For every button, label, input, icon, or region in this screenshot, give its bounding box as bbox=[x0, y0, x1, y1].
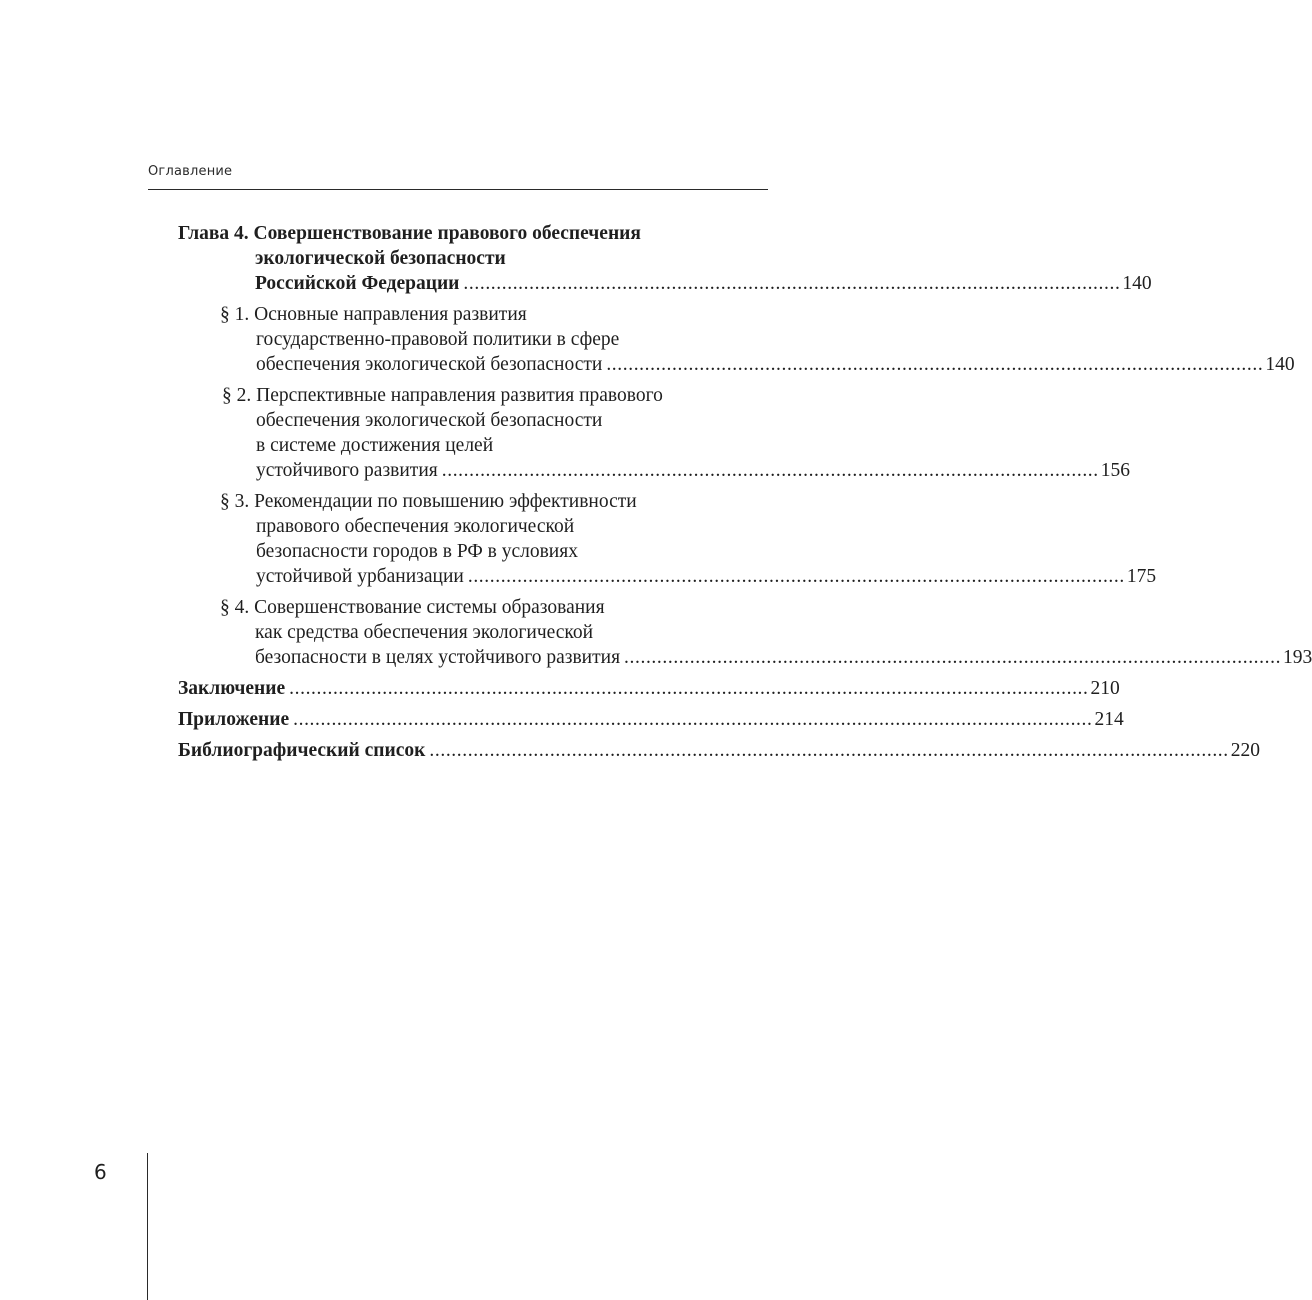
page-ref: 210 bbox=[1090, 678, 1120, 699]
section-2-line-2: обеспечения экологической безопасности bbox=[256, 410, 603, 431]
page-ref: 140 bbox=[1265, 354, 1295, 375]
toc-entry-conclusion[interactable] bbox=[178, 676, 1120, 701]
toc-entry-bibliography[interactable] bbox=[178, 738, 1260, 763]
section-3-line-2: правового обеспечения экологической bbox=[256, 516, 575, 537]
dot-leader: ........................................................................................................................ bbox=[441, 460, 1099, 481]
section-2-line-3: в системе достижения целей bbox=[256, 435, 494, 456]
toc-entry-section-2[interactable] bbox=[256, 458, 1130, 483]
dot-leader: .................................................................................................................................................. bbox=[289, 678, 1089, 699]
dot-leader: ........................................................................................................................ bbox=[624, 647, 1282, 668]
dot-leader: ........................................................................................................................ bbox=[467, 566, 1125, 587]
section-3-line-3: безопасности городов в РФ в условиях bbox=[256, 541, 578, 562]
section-3-line-1: § 3. Рекомендации по повышению эффективности bbox=[220, 491, 637, 512]
running-head: Оглавление bbox=[148, 164, 233, 179]
header-rule bbox=[148, 189, 768, 190]
page-number: 6 bbox=[94, 1160, 107, 1184]
section-2-line-4: устойчивого развития bbox=[256, 460, 438, 481]
section-3-line-4: устойчивой урбанизации bbox=[256, 566, 464, 587]
chapter-4-title-line-3: Российской Федерации bbox=[255, 273, 460, 294]
toc-entry-appendix[interactable] bbox=[178, 707, 1124, 732]
toc-entry-section-1[interactable] bbox=[256, 352, 1295, 377]
toc-entry-section-3[interactable] bbox=[256, 564, 1157, 589]
section-1-line-1: § 1. Основные направления развития bbox=[220, 304, 527, 325]
section-4-line-2: как средства обеспечения экологической bbox=[255, 622, 594, 643]
page-ref: 214 bbox=[1094, 709, 1124, 730]
section-1-line-2: государственно-правовой политики в сфере bbox=[256, 329, 620, 350]
page-ref: 193 bbox=[1283, 647, 1312, 668]
chapter-4-title-line-1: Глава 4. Совершенствование правового обеспечения bbox=[178, 223, 641, 244]
conclusion-label: Заключение bbox=[178, 678, 286, 699]
dot-leader: ........................................................................................................................ bbox=[606, 354, 1264, 375]
toc-entry-section-4[interactable] bbox=[255, 645, 1312, 670]
dot-leader: .................................................................................................................................................. bbox=[293, 709, 1093, 730]
appendix-label: Приложение bbox=[178, 709, 290, 730]
dot-leader: ........................................................................................................................ bbox=[463, 273, 1121, 294]
page-ref: 175 bbox=[1126, 566, 1157, 587]
bibliography-label: Библиографический список bbox=[178, 740, 426, 761]
toc-entry-chapter-4[interactable] bbox=[255, 271, 1152, 296]
section-1-line-3: обеспечения экологической безопасности bbox=[256, 354, 603, 375]
page-ref: 156 bbox=[1100, 460, 1130, 481]
section-4-line-3: безопасности в целях устойчивого развития bbox=[255, 647, 621, 668]
section-4-line-1: § 4. Совершенствование системы образования bbox=[220, 597, 605, 618]
page-ref: 220 bbox=[1230, 740, 1260, 761]
margin-rule bbox=[147, 1153, 148, 1300]
page-ref: 140 bbox=[1122, 273, 1152, 294]
dot-leader: .................................................................................................................................................. bbox=[429, 740, 1229, 761]
section-2-line-1: § 2. Перспективные направления развития правового bbox=[222, 385, 663, 406]
chapter-4-title-line-2: экологической безопасности bbox=[255, 248, 506, 269]
